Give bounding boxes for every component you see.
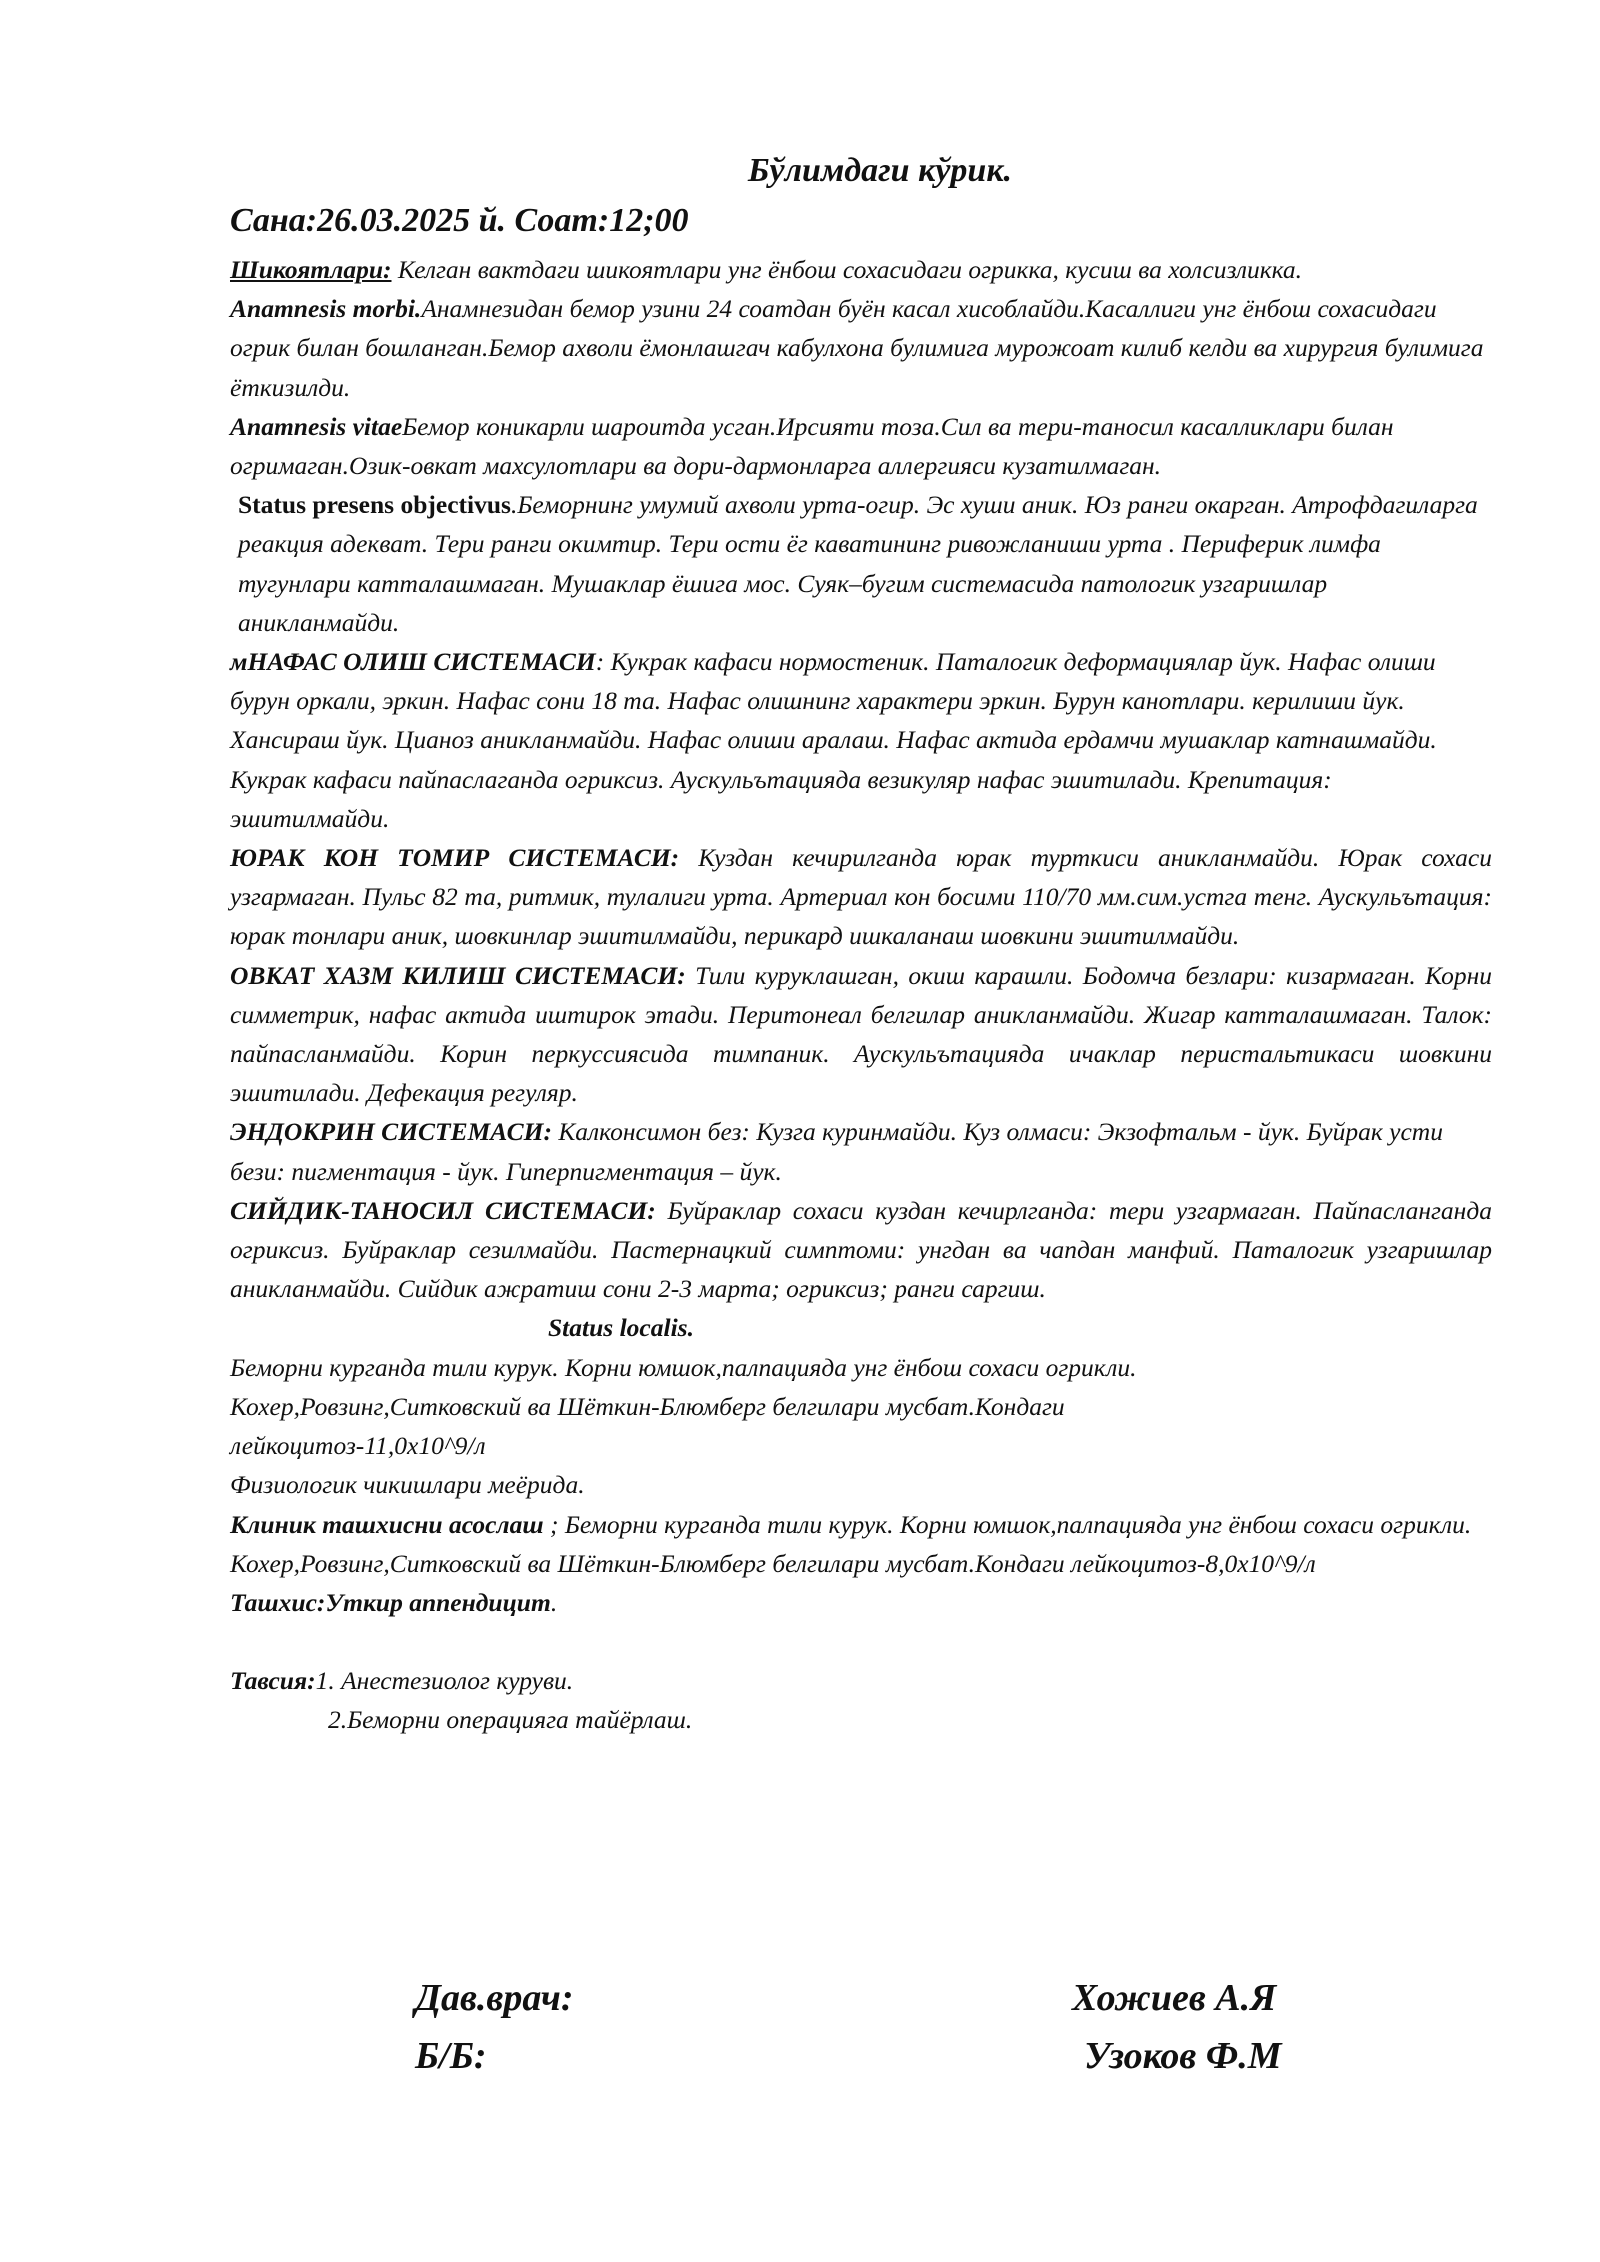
document-body xyxy=(230,250,1492,1740)
digestive-text: Тили куруклашган, окиш карашли. Бодомча безлари: кизармаган. Корни симметрик, нафас актида иштирок этади. Перитонеал белгилар аникланмайди. Жигар катталашмаган. Талок: пайпасланмайди. Корин перкуссиясида тимпаник. Аускульътацияда ичаклар перистальтикаси шовкини эшитилади. Дефекация регуляр. xyxy=(230,960,1492,1108)
endocrine-label: ЭНДОКРИН СИСТЕМАСИ: xyxy=(230,1117,552,1147)
cardio-text: Куздан кечирилганда юрак турткиси аникланмайди. Юрак сохаси узгармаган. Пульс 82 та, ритмик, тулалиги урта. Артериал кон босими 110/70 мм.сим.устга тенг. Аускульътация: юрак тонлари аник, шовкинлар эшитилмайди, перикард ишкаланаш шовкини эшитилмайди. xyxy=(230,843,1492,951)
clinical-basis-label: Клиник ташхисни асослаш xyxy=(230,1509,544,1539)
respiratory-paragraph xyxy=(230,642,1492,838)
anamnesis-morbi-text: Анамнезидан бемор узини 24 соатдан буён касал хисоблайди.Касаллиги унг ёнбош сохасидаги огрик билан бошланган.Бемор ахволи ёмонлашгач кабулхона булимига мурожоат килиб келди ва хирургия булимига ёткизилди. xyxy=(230,294,1484,402)
document-title: Бўлимдаги кўрик. xyxy=(747,152,1013,189)
anamnesis-vitae-paragraph xyxy=(230,407,1492,485)
complaints-text: Келган вактдаги шикоятлари унг ёнбош сохасидаги огрикка, кусиш ва холсизликка. xyxy=(391,255,1303,284)
department-head-role: Б/Б: xyxy=(415,2035,487,2077)
status-praesens-text: .Беморнинг умумий ахволи урта-огир. Эс хуши аник. Юз ранги окарган. Атрофдагиларга реакция адекват. Тери ранги окимтир. Тери ости ёг каватининг ривожланиши урта . Периферик лимфа тугунлари катталашмаган. Мушаклар ёшига мос. Суяк–бугим системасида патологик узгаришлар аникланмайди. xyxy=(238,490,1478,637)
status-localis-line-1: Беморни курганда тили курук. Корни юмшок,палпацияда унг ёнбош сохаси огрикли. xyxy=(230,1352,1137,1382)
anamnesis-vitae-label: Anamnesis vitae xyxy=(230,411,403,441)
complaints-paragraph xyxy=(230,250,1492,289)
diagnosis-paragraph xyxy=(230,1583,1492,1622)
anamnesis-morbi-paragraph xyxy=(230,289,1492,407)
status-praesens-paragraph xyxy=(230,485,1492,642)
doctor-role: Дав.врач: xyxy=(415,1977,574,2019)
cardio-paragraph xyxy=(230,838,1492,956)
department-head-name: Узоков Ф.М xyxy=(1084,2035,1282,2077)
respiratory-text: : Кукрак кафаси нормостеник. Паталогик деформациялар йук. Нафас олиши бурун оркали, эркин. Нафас сони 18 та. Нафас олишнинг характери эркин. Бурун канотлари. керилиши йук. Хансираш йук. Цианоз аникланмайди. Нафас олиши аралаш. Нафас актида ердамчи мушаклар катнашмайди. Кукрак кафаси пайпаслаганда огриксиз. Аускульътацияда везикуляр нафас эшитилади. Крепитация: эшитилмайди. xyxy=(230,647,1437,833)
endocrine-paragraph xyxy=(230,1112,1492,1190)
clinical-basis-paragraph xyxy=(230,1505,1492,1583)
recommendation-paragraph xyxy=(230,1661,1492,1700)
anamnesis-vitae-text: Бемор коникарли шароитда усган.Ирсияти тоза.Сил ва тери-таносил касалликлари билан огримаган.Озик-овкат махсулотлари ва дори-дармонларга аллергияси кузатилмаган. xyxy=(230,411,1394,481)
urinary-label: СИЙДИК-ТАНОСИЛ СИСТЕМАСИ: xyxy=(230,1195,656,1225)
status-praesens-label: Status presens objectivus xyxy=(238,490,511,520)
urinary-paragraph xyxy=(230,1191,1492,1309)
recommendation-label: Тавсия: xyxy=(230,1666,316,1696)
endocrine-text: Калконсимон без: Кузга куринмайди. Куз олмаси: Экзофтальм - йук. Буйрак усти бези: пигментация - йук. Гиперпигментация – йук. xyxy=(230,1117,1443,1186)
doctor-name: Хожиев А.Я xyxy=(1072,1977,1277,2019)
status-localis-line-3: лейкоцитоз-11,0х10^9/л xyxy=(230,1431,486,1461)
status-localis-label: Status localis. xyxy=(548,1313,694,1343)
anamnesis-morbi-label: Anamnesis morbi. xyxy=(230,294,422,324)
cardio-label: ЮРАК КОН ТОМИР СИСТЕМАСИ: xyxy=(230,843,680,873)
recommendation-item-1: 1. Анестезиолог куруви. xyxy=(315,1666,574,1696)
digestive-label: ОВКАТ ХАЗМ КИЛИШ СИСТЕМАСИ: xyxy=(230,960,686,990)
status-localis-heading xyxy=(230,1308,1492,1347)
complaints-label: Шикоятлари: xyxy=(230,255,392,284)
respiratory-label: мНАФАС ОЛИШ СИСТЕМАСИ xyxy=(230,647,596,677)
status-localis-line-2: Кохер,Ровзинг,Ситковский ва Шёткин-Блюмберг белгилари мусбат.Кондаги xyxy=(230,1391,1065,1421)
date-time-line: Сана:26.03.2025 й. Соат:12;00 xyxy=(230,202,689,239)
blank-line xyxy=(230,1622,1492,1661)
diagnosis-label: Ташхис:Уткир аппендицит xyxy=(230,1587,551,1617)
recommendation-item-2: 2.Беморни операцияга тайёрлаш. xyxy=(328,1705,693,1735)
urinary-text: Буйраклар сохаси куздан кечирлганда: тери узгармаган. Пайпасланганда огриксиз. Буйраклар сезилмайди. Пастернацкий симптоми: унгдан ва чапдан манфий. Паталогик узгаришлар аникланмайди. Сийдик ажратиш сони 2-3 марта; огриксиз; ранги саргиш. xyxy=(230,1195,1492,1304)
digestive-paragraph xyxy=(230,956,1492,1113)
diagnosis-tail: . xyxy=(550,1587,558,1617)
clinical-basis-text: ; Беморни курганда тили курук. Корни юмшок,палпацияда унг ёнбош сохаси огрикли. Кохер,Ровзинг,Ситковский ва Шёткин-Блюмберг белгилари мусбат.Кондаги лейкоцитоз-8,0х10^9/л xyxy=(230,1509,1472,1578)
status-localis-line-4: Физиологик чикишлари меёрида. xyxy=(230,1470,585,1500)
